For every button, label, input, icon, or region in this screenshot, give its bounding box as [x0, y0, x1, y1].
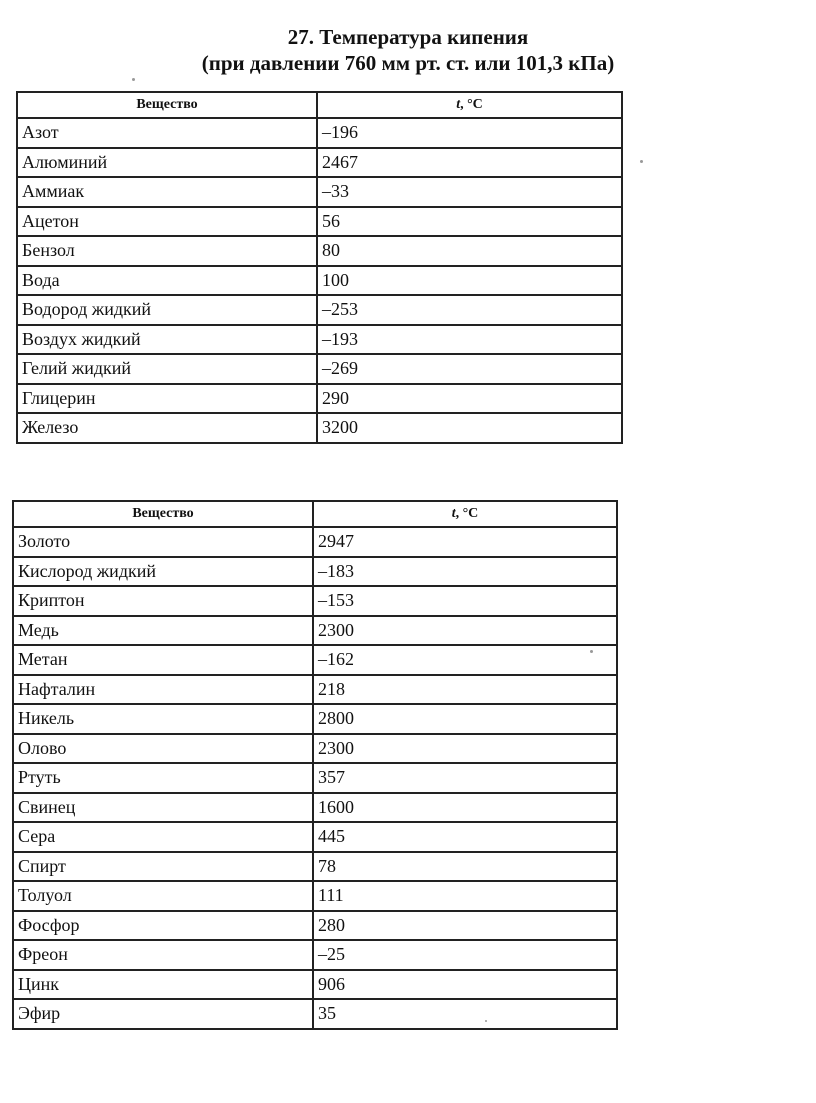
temperature-cell: 357 [313, 763, 617, 793]
substance-cell: Ацетон [17, 207, 317, 237]
temp-unit: , °C [460, 97, 483, 112]
substance-cell: Спирт [13, 852, 313, 882]
temperature-cell: 3200 [317, 413, 622, 443]
table-row [13, 852, 617, 882]
substance-column-header: Вещество [17, 92, 317, 118]
substance-cell: Метан [13, 645, 313, 675]
table-row [17, 413, 622, 443]
temperature-cell: 906 [313, 970, 617, 1000]
table-row [13, 822, 617, 852]
temperature-cell: –253 [317, 295, 622, 325]
substance-cell: Фреон [13, 940, 313, 970]
table-row [13, 675, 617, 705]
substance-cell: Ртуть [13, 763, 313, 793]
table-row [17, 325, 622, 355]
temp-unit: , °C [455, 506, 479, 521]
boiling-table-1 [16, 91, 623, 444]
table-header-row [13, 501, 617, 527]
scan-speck [132, 78, 135, 81]
substance-cell: Бензол [17, 236, 317, 266]
temperature-cell: –153 [313, 586, 617, 616]
temperature-cell: 290 [317, 384, 622, 414]
table-row [13, 557, 617, 587]
table-body [17, 118, 622, 443]
substance-column-header: Вещество [13, 501, 313, 527]
substance-cell: Вода [17, 266, 317, 296]
page-title: 27. Температура кипения [287, 25, 529, 49]
substance-cell: Криптон [13, 586, 313, 616]
table-row [13, 763, 617, 793]
boiling-table-2 [12, 500, 618, 1030]
temperature-cell: 2467 [317, 148, 622, 178]
scan-speck [485, 1020, 487, 1022]
temperature-cell: 1600 [313, 793, 617, 823]
table-row [17, 384, 622, 414]
temperature-cell: –33 [317, 177, 622, 207]
temperature-cell: –269 [317, 354, 622, 384]
temperature-cell: 280 [313, 911, 617, 941]
table-header-row [17, 92, 622, 118]
table-row [13, 704, 617, 734]
scan-speck [640, 160, 643, 163]
table-row [17, 148, 622, 178]
scan-speck [590, 650, 593, 653]
substance-cell: Гелий жидкий [17, 354, 317, 384]
substance-cell: Эфир [13, 999, 313, 1029]
substance-cell: Глицерин [17, 384, 317, 414]
temperature-cell: 100 [317, 266, 622, 296]
table-row [13, 881, 617, 911]
temperature-cell: 445 [313, 822, 617, 852]
substance-cell: Свинец [13, 793, 313, 823]
temperature-cell: 80 [317, 236, 622, 266]
substance-cell: Толуол [13, 881, 313, 911]
table-row [13, 645, 617, 675]
table-row [13, 911, 617, 941]
temperature-cell: 218 [313, 675, 617, 705]
substance-cell: Воздух жидкий [17, 325, 317, 355]
table-row [13, 527, 617, 557]
temp-symbol: t [451, 506, 456, 521]
table-row [13, 999, 617, 1029]
temperature-cell: 2300 [313, 734, 617, 764]
substance-cell: Сера [13, 822, 313, 852]
table-row [17, 266, 622, 296]
temperature-cell: 2800 [313, 704, 617, 734]
temp-symbol: t [456, 97, 461, 112]
temperature-cell: –25 [313, 940, 617, 970]
temperature-cell: –162 [313, 645, 617, 675]
substance-cell: Алюминий [17, 148, 317, 178]
substance-cell: Железо [17, 413, 317, 443]
table-row [13, 586, 617, 616]
table-row [13, 970, 617, 1000]
substance-cell: Нафталин [13, 675, 313, 705]
temperature-cell: –196 [317, 118, 622, 148]
table-row [13, 734, 617, 764]
page-subtitle: (при давлении 760 мм рт. ст. или 101,3 кПа) [201, 51, 615, 75]
temperature-cell: 78 [313, 852, 617, 882]
substance-cell: Цинк [13, 970, 313, 1000]
table-row [17, 354, 622, 384]
table-row [13, 940, 617, 970]
table-row [17, 295, 622, 325]
table-row [13, 616, 617, 646]
substance-cell: Золото [13, 527, 313, 557]
table-row [17, 236, 622, 266]
substance-cell: Фосфор [13, 911, 313, 941]
table-row [17, 207, 622, 237]
substance-cell: Аммиак [17, 177, 317, 207]
substance-cell: Никель [13, 704, 313, 734]
temperature-cell: 2947 [313, 527, 617, 557]
temperature-cell: –183 [313, 557, 617, 587]
table-row [13, 793, 617, 823]
substance-cell: Медь [13, 616, 313, 646]
table-row [17, 177, 622, 207]
temperature-column-header [313, 501, 617, 527]
substance-cell: Кислород жидкий [13, 557, 313, 587]
temperature-cell: 35 [313, 999, 617, 1029]
substance-cell: Азот [17, 118, 317, 148]
temperature-cell: 111 [313, 881, 617, 911]
temperature-column-header [317, 92, 622, 118]
substance-cell: Олово [13, 734, 313, 764]
table-row [17, 118, 622, 148]
table-body [13, 527, 617, 1029]
temperature-cell: 2300 [313, 616, 617, 646]
substance-cell: Водород жидкий [17, 295, 317, 325]
temperature-cell: –193 [317, 325, 622, 355]
temperature-cell: 56 [317, 207, 622, 237]
